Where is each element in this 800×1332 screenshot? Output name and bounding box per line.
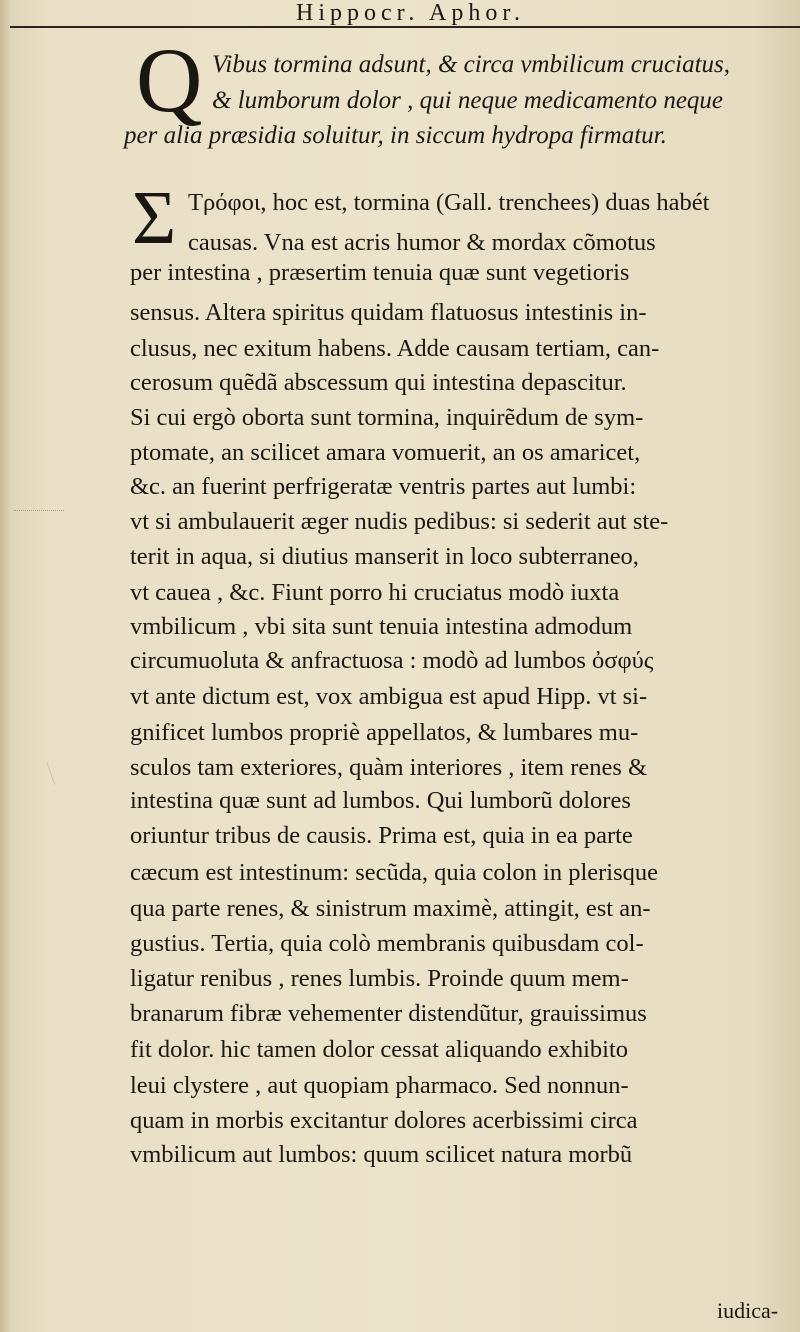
commentary-line-27: quam in morbis excitantur dolores acerbissimi circa: [130, 1107, 638, 1134]
commentary-line-8: ptomate, an scilicet amara vomuerit, an os amaricet,: [130, 439, 641, 466]
margin-smudge: [14, 510, 64, 519]
commentary-line-2: causas. Vna est acris humor & mordax cõmotus: [188, 229, 656, 256]
commentary-line-18: intestina quæ sunt ad lumbos. Qui lumborũ dolores: [130, 787, 631, 814]
header-rule: [10, 26, 800, 28]
commentary-initial-sigma: Σ: [132, 176, 177, 260]
commentary-line-4: sensus. Altera spiritus quidam flatuosus intestinis in-: [130, 299, 647, 326]
commentary-line-24: branarum fibræ vehementer distendũtur, grauissimus: [130, 1000, 647, 1027]
commentary-line-3: per intestina , præsertim tenuia quæ sunt vegetioris: [130, 259, 630, 286]
commentary-line-7: Si cui ergò oborta sunt tormina, inquirẽdum de sym-: [130, 404, 644, 431]
commentary-line-13: vmbilicum , vbi sita sunt tenuia intestina admodum: [130, 613, 633, 640]
commentary-line-23: ligatur renibus , renes lumbis. Proinde quum mem-: [130, 965, 629, 992]
aphorism-line-2: & lumborum dolor , qui neque medicamento neque: [212, 87, 724, 114]
commentary-line-5: clusus, nec exitum habens. Adde causam tertiam, can-: [130, 335, 660, 362]
commentary-line-28: vmbilicum aut lumbos: quum scilicet natura morbũ: [130, 1141, 633, 1168]
commentary-line-9: &c. an fuerint perfrigeratæ ventris partes aut lumbi:: [130, 473, 637, 500]
margin-stain: [46, 759, 63, 785]
commentary-line-10: vt si ambulauerit æger nudis pedibus: si sederit aut ste-: [130, 508, 669, 535]
aphorism-line-1: Vibus tormina adsunt, & circa vmbilicum cruciatus,: [212, 51, 731, 78]
commentary-line-20: cæcum est intestinum: secũda, quia colon in plerisque: [130, 859, 658, 886]
running-header: Hippocr. Aphor.: [296, 0, 525, 26]
commentary-line-11: terit in aqua, si diutius manserit in loco subterraneo,: [130, 543, 639, 570]
commentary-line-17: sculos tam exteriores, quàm interiores , item renes &: [130, 754, 648, 781]
commentary-line-22: gustius. Tertia, quia colò membranis quibusdam col-: [130, 930, 644, 957]
page-gutter-edge: [0, 0, 10, 1332]
aphorism-line-3: per alia præsidia soluitur, in siccum hydropa firmatur.: [124, 122, 667, 149]
commentary-line-19: oriuntur tribus de causis. Prima est, quia in ea parte: [130, 822, 633, 849]
commentary-line-14: circumuoluta & anfractuosa : modò ad lumbos ὀσφύς: [130, 647, 654, 674]
commentary-line-1: Τρόφοι, hoc est, tormina (Gall. trenchees) duas habét: [188, 189, 710, 216]
commentary-line-26: leui clystere , aut quopiam pharmaco. Sed nonnun-: [130, 1072, 629, 1099]
commentary-line-15: vt ante dictum est, vox ambigua est apud Hipp. vt si-: [130, 683, 648, 710]
commentary-line-12: vt cauea , &c. Fiunt porro hi cruciatus modò iuxta: [130, 579, 620, 606]
commentary-line-21: qua parte renes, & sinistrum maximè, attingit, est an-: [130, 895, 651, 922]
commentary-line-6: cerosum quẽdã abscessum qui intestina depascitur.: [130, 369, 627, 396]
catchword: iudica-: [717, 1298, 779, 1323]
aphorism-initial-q: Q: [136, 29, 203, 131]
commentary-line-16: gnificet lumbos propriè appellatos, & lumbares mu-: [130, 719, 639, 746]
commentary-line-25: fit dolor. hic tamen dolor cessat aliquando exhibito: [130, 1036, 629, 1063]
